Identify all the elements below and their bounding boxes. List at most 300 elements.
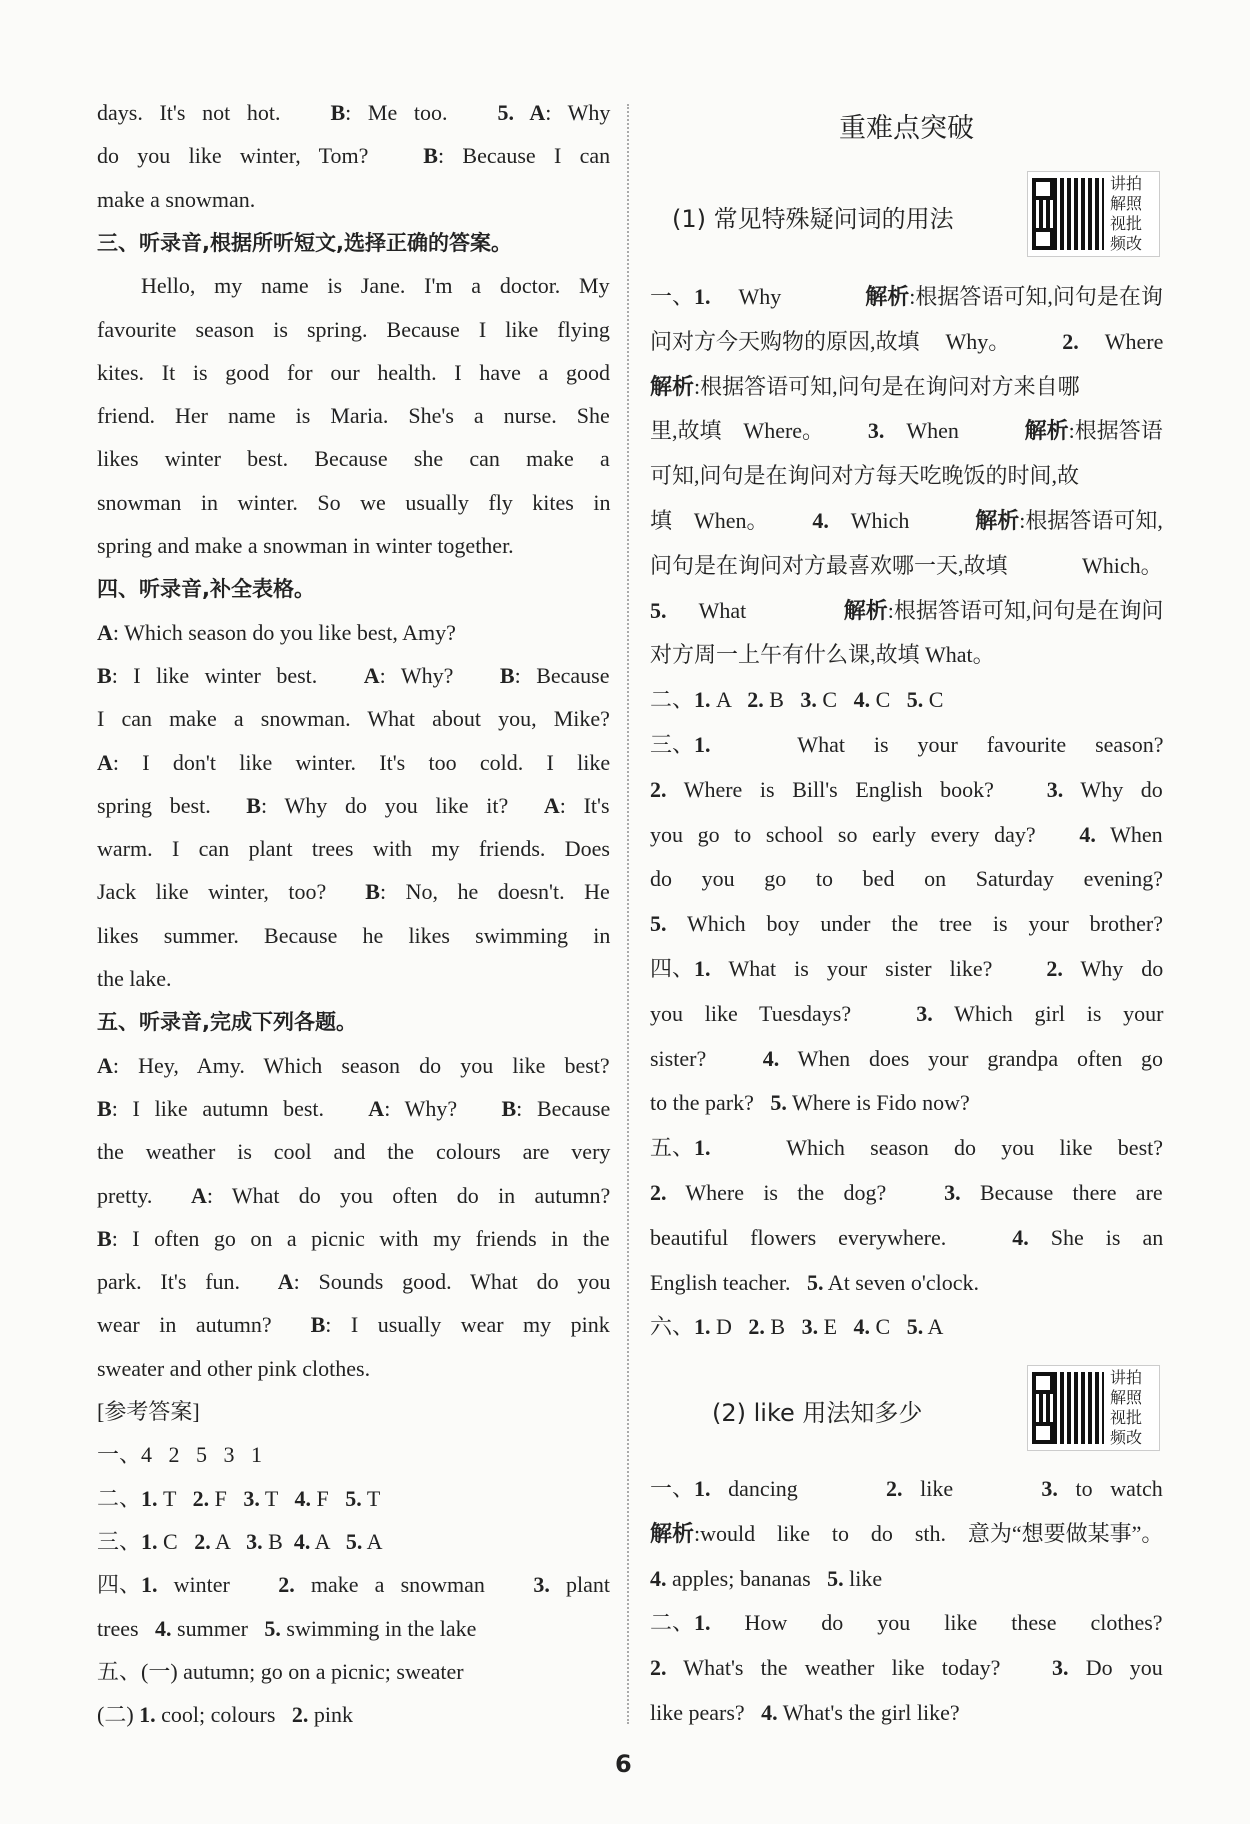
text-segment: 三、 <box>97 1528 142 1554</box>
text-line <box>650 774 1163 806</box>
text-line <box>650 819 1163 851</box>
text-line <box>97 1526 383 1558</box>
text-segment: What <box>666 597 844 623</box>
text-line <box>97 1180 610 1212</box>
text-segment: Where is Fido now? <box>786 1090 970 1116</box>
text-segment: warm. I can plant trees with my friends. Does <box>97 836 610 862</box>
text-segment: B <box>764 1314 802 1340</box>
text-line <box>650 863 1163 895</box>
text-segment: :根据答语可知,问句是在询问 <box>887 597 1164 623</box>
text-segment: : Me too. <box>345 100 498 125</box>
qr-caption-char: 批 <box>1126 214 1143 233</box>
text-segment: C <box>870 1314 907 1340</box>
text-line <box>97 1569 610 1601</box>
bold-label: 5. <box>807 1269 824 1295</box>
bold-label: 3. <box>801 1314 819 1340</box>
exercise-heading <box>97 573 315 605</box>
text-line <box>97 617 456 649</box>
bold-label: B <box>423 143 438 169</box>
text-segment: kites. It is good for our health. I have a good <box>97 359 611 385</box>
text-line <box>650 1697 960 1729</box>
bold-label: 1. <box>694 1610 711 1636</box>
text-line <box>650 1267 979 1299</box>
qr-code-2[interactable] <box>1027 1365 1160 1451</box>
bold-label: 4. <box>650 1565 667 1591</box>
text-segment: like pears? <box>650 1700 762 1725</box>
bold-label: 2. <box>1046 956 1063 981</box>
bold-label: 解析 <box>1024 418 1069 444</box>
qr-caption-char: 讲 <box>1110 174 1127 193</box>
text-segment: She is an <box>1028 1224 1164 1250</box>
bold-label: 5. <box>906 1314 924 1340</box>
text-segment: A <box>310 1528 346 1554</box>
text-segment: : Hey, Amy. Which season do you like best? <box>112 1052 610 1078</box>
text-segment: : Sounds good. What do you <box>293 1269 611 1295</box>
text-line <box>97 1266 610 1298</box>
text-segment: When <box>884 418 1025 444</box>
text-segment: :would like to do sth. 意为“想要做某事”。 <box>694 1520 1164 1546</box>
text-segment: Why do <box>1062 956 1164 981</box>
text-segment: A <box>710 687 748 713</box>
qr-caption-char: 改 <box>1126 1428 1143 1447</box>
text-segment: 对方周一上午有什么课,故填 What。 <box>650 642 995 668</box>
bold-label: A <box>190 1182 207 1208</box>
text-line <box>650 908 1163 940</box>
text-segment: Which boy under the tree is your brother? <box>666 911 1163 937</box>
bold-label: B <box>97 662 112 688</box>
bold-label: B <box>246 792 261 818</box>
text-segment: spring best. <box>97 792 247 818</box>
text-segment: I can make a snowman. What about you, Mike? <box>97 706 610 732</box>
text-segment: 一、 <box>650 284 695 309</box>
text-line <box>97 660 610 692</box>
text-segment: the lake. <box>97 966 172 991</box>
text-line <box>97 1656 464 1688</box>
text-line <box>650 684 943 716</box>
text-segment: beautiful flowers everywhere. <box>650 1224 1013 1250</box>
text-segment: sister? <box>650 1045 763 1071</box>
bold-label: 3. <box>800 687 817 713</box>
text-segment: favourite season is spring. Because I like flying <box>97 316 610 342</box>
text-line <box>97 703 610 735</box>
subsection-heading-2: (2) like 用法知多少 <box>712 1399 923 1427</box>
text-segment: do you like winter, Tom? <box>97 143 424 169</box>
bold-label: 5. <box>264 1615 281 1641</box>
text-segment: 二、 <box>97 1485 142 1511</box>
bold-label: 4. <box>293 1528 311 1554</box>
text-line <box>650 1473 1163 1505</box>
text-segment: What is your favourite season? <box>710 732 1164 757</box>
text-segment: : Why? <box>384 1095 502 1121</box>
bold-label: 2. <box>291 1702 309 1728</box>
text-segment: A <box>210 1528 247 1554</box>
text-segment: make a snowman <box>294 1572 534 1598</box>
text-segment: likes winter best. Because she can make a <box>97 446 610 472</box>
text-segment: : I don't like winter. It's too cold. I like <box>112 749 611 775</box>
bold-label: 5. <box>650 911 667 937</box>
bold-label: 5. <box>345 1528 363 1554</box>
text-segment: 四、 <box>650 956 695 981</box>
bold-label: 5. <box>650 597 667 623</box>
text-segment: 二、 <box>650 1610 695 1636</box>
text-segment: :根据答语可知,问句是在询 <box>909 284 1163 309</box>
text-line <box>650 1652 1163 1684</box>
text-segment: Because there are <box>960 1180 1163 1205</box>
bold-label: 1. <box>694 956 711 981</box>
bold-label: 1. <box>694 1476 711 1501</box>
bold-label: 4. <box>853 687 871 713</box>
bold-label: 2. <box>747 687 764 713</box>
text-segment: 五、听录音,完成下列各题。 <box>97 1010 357 1035</box>
qr-caption-char: 视 <box>1110 214 1127 233</box>
section-title: 重难点突破 <box>839 113 974 144</box>
text-segment: 填 When。 <box>650 508 813 533</box>
text-segment: Hello, my name is Jane. I'm a doctor. My <box>141 273 610 299</box>
text-segment: 四、 <box>97 1572 142 1598</box>
text-segment: trees <box>97 1615 156 1641</box>
bold-label: 4. <box>1012 1224 1029 1250</box>
bold-label: 2. <box>650 1655 667 1681</box>
bold-label: 2. <box>886 1476 903 1501</box>
bold-label: 解析 <box>843 597 888 623</box>
text-line <box>650 550 1163 582</box>
text-segment: like <box>843 1565 883 1591</box>
text-segment: apples; bananas <box>666 1565 828 1591</box>
text-line <box>97 1050 610 1082</box>
text-line <box>650 953 1163 985</box>
text-segment: T <box>157 1485 193 1511</box>
text-segment: friend. Her name is Maria. She's a nurse. She <box>97 403 610 429</box>
text-segment: Where is the dog? <box>666 1180 945 1205</box>
qr-code-1[interactable] <box>1027 171 1160 257</box>
text-segment: Where is Bill's English book? <box>666 776 1047 802</box>
text-line <box>97 314 610 346</box>
text-segment: :根据答语可知, <box>1019 508 1163 533</box>
bold-label: 1. <box>139 1702 156 1728</box>
text-line <box>97 963 172 995</box>
qr-caption-char: 讲 <box>1110 1368 1127 1387</box>
text-line <box>650 1563 882 1595</box>
text-segment: 一、 <box>650 1476 695 1501</box>
qr-code-icon <box>1032 1372 1104 1444</box>
text-line <box>97 1699 353 1731</box>
text-segment: :根据答语 <box>1068 418 1163 444</box>
bold-label: 4. <box>294 1485 311 1511</box>
bold-label: A <box>97 619 113 645</box>
text-segment: : Why do you like it? <box>260 792 544 818</box>
bold-label: 解析 <box>650 373 695 399</box>
text-line <box>650 371 1080 403</box>
text-line <box>650 595 1163 627</box>
text-segment: :根据答语可知,问句是在询问对方来自哪 <box>694 373 1080 399</box>
text-segment: Do you <box>1068 1655 1163 1681</box>
bold-label: B <box>310 1312 326 1338</box>
text-segment: : Because <box>514 662 610 688</box>
bold-label: 3. <box>1041 1476 1058 1501</box>
text-line <box>97 1396 200 1428</box>
text-line <box>650 281 1163 313</box>
bold-label: A <box>543 792 560 818</box>
text-segment: : I often go on a picnic with my friends in the <box>111 1225 610 1251</box>
bold-label: 1. <box>141 1485 158 1511</box>
qr-caption-char: 拍 <box>1126 174 1143 193</box>
text-line <box>97 876 610 908</box>
text-segment: A <box>362 1528 383 1554</box>
text-segment: like <box>902 1476 1042 1501</box>
bold-label: 5. <box>906 687 924 713</box>
bold-label: 1. <box>141 1528 158 1554</box>
text-segment: When <box>1095 821 1163 847</box>
qr-caption-char: 频 <box>1110 1428 1127 1447</box>
exercise-heading <box>97 227 512 259</box>
text-line <box>97 140 610 172</box>
bold-label: 5. A <box>497 100 546 125</box>
bold-label: B <box>501 1095 517 1121</box>
qr-caption-char: 视 <box>1110 1408 1127 1427</box>
text-segment: : Because I can <box>437 143 611 169</box>
bold-label: B <box>499 662 515 688</box>
text-line <box>650 1043 1163 1075</box>
text-segment: 五、(一) autumn; go on a picnic; sweater <box>97 1658 464 1684</box>
text-segment: snowman in winter. So we usually fly kites in <box>97 489 611 515</box>
qr-caption-char: 拍 <box>1126 1368 1143 1387</box>
text-line <box>97 1136 610 1168</box>
text-segment: 问句是在询问对方最喜欢哪一天,故填 Which。 <box>650 552 1163 578</box>
text-segment: When does your grandpa often go <box>779 1045 1164 1071</box>
text-segment: English teacher. <box>650 1269 808 1295</box>
text-segment: 三、听录音,根据所听短文,选择正确的答案。 <box>97 230 512 255</box>
text-line <box>650 1311 943 1343</box>
bold-label: B <box>97 1225 112 1251</box>
bold-label: 5. <box>827 1565 844 1591</box>
text-segment: 五、 <box>650 1135 695 1161</box>
text-segment: C <box>923 687 944 713</box>
text-segment: Jack like winter, too? <box>97 879 366 905</box>
bold-label: 2. <box>748 1314 765 1340</box>
text-segment: 一、4 2 5 3 1 <box>97 1442 263 1468</box>
qr-caption-char: 频 <box>1110 234 1127 253</box>
bold-label: 2. <box>194 1528 211 1554</box>
text-segment: days. It's not hot. <box>97 100 331 125</box>
bold-label: 解析 <box>975 508 1020 533</box>
text-segment: 二、 <box>650 687 695 713</box>
qr-caption-char: 解 <box>1110 1388 1127 1407</box>
bold-label: 4. <box>762 1045 780 1071</box>
bold-label: B <box>330 100 346 125</box>
text-segment: plant <box>549 1572 610 1598</box>
text-segment: : Why? <box>379 662 500 688</box>
bold-label: 解析 <box>650 1520 695 1546</box>
text-segment: do you go to bed on Saturday evening? <box>650 866 1163 892</box>
text-segment: cool; colours <box>155 1702 292 1728</box>
bold-label: 1. <box>694 1314 711 1340</box>
text-segment: pretty. <box>97 1182 191 1208</box>
text-line <box>97 1093 610 1125</box>
bold-label: 3. <box>944 1180 961 1205</box>
bold-label: 3. <box>246 1528 263 1554</box>
text-segment: : It's <box>559 792 610 818</box>
bold-label: A <box>97 1052 113 1078</box>
bold-label: 3. <box>1046 776 1064 802</box>
text-segment: E <box>818 1314 854 1340</box>
page-number: 6 <box>615 1750 632 1778</box>
bold-label: 2. <box>1062 328 1079 354</box>
text-segment: pink <box>308 1702 354 1728</box>
text-line <box>97 400 610 432</box>
text-line <box>97 1483 380 1515</box>
text-segment: Which <box>828 508 976 533</box>
text-segment: you like Tuesdays? <box>650 1000 917 1026</box>
text-segment: D <box>710 1314 749 1340</box>
text-line <box>650 1222 1163 1254</box>
text-segment: C <box>157 1528 195 1554</box>
text-segment: (二) <box>97 1702 140 1728</box>
text-line <box>97 184 255 216</box>
bold-label: 4. <box>761 1700 778 1725</box>
bold-label: B <box>97 1095 112 1121</box>
text-segment: C <box>816 687 854 713</box>
text-segment: wear in autumn? <box>97 1312 311 1338</box>
text-segment: : I like autumn best. <box>111 1095 369 1121</box>
bold-label: 3. <box>243 1485 260 1511</box>
bold-label: 2. <box>650 1180 667 1205</box>
text-segment: dancing <box>710 1476 887 1501</box>
text-segment: 可知,问句是在询问对方每天吃晚饭的时间,故 <box>650 463 1080 489</box>
text-segment: 里,故填 Where。 <box>650 418 868 444</box>
text-line <box>97 747 610 779</box>
text-segment: Why <box>710 284 866 309</box>
qr-caption-char: 照 <box>1126 194 1143 213</box>
text-segment: likes summer. Because he likes swimming in <box>97 922 611 948</box>
subsection-heading-1: (1) 常见特殊疑问词的用法 <box>672 205 954 233</box>
text-line <box>650 1177 1163 1209</box>
qr-caption <box>1110 174 1142 254</box>
text-line <box>650 639 995 671</box>
bold-label: 1. <box>694 687 711 713</box>
text-segment: C <box>870 687 907 713</box>
qr-caption <box>1110 1368 1142 1448</box>
bold-label: 3. <box>916 1000 933 1026</box>
text-segment: to watch <box>1057 1476 1163 1501</box>
bold-label: B <box>365 879 380 905</box>
text-segment: : Which season do you like best, Amy? <box>112 619 456 645</box>
text-line <box>650 1518 1163 1550</box>
text-line <box>97 1353 370 1385</box>
text-line <box>97 1613 476 1645</box>
text-segment: park. It's fun. <box>97 1269 278 1295</box>
text-segment: F <box>310 1485 346 1511</box>
text-segment: 六、 <box>650 1314 695 1340</box>
qr-caption-char: 批 <box>1126 1408 1143 1427</box>
text-segment: B <box>262 1528 294 1554</box>
bold-label: 5. <box>345 1485 362 1511</box>
text-segment: T <box>259 1485 295 1511</box>
text-line <box>97 1439 262 1471</box>
bold-label: A <box>97 749 113 775</box>
text-segment: : I like winter best. <box>111 662 364 688</box>
text-segment: 三、 <box>650 732 695 757</box>
text-segment: 四、听录音,补全表格。 <box>97 577 315 602</box>
column-divider <box>627 104 629 1724</box>
bold-label: 4. <box>1079 821 1096 847</box>
text-segment: to the park? <box>650 1090 771 1116</box>
text-line <box>97 357 610 389</box>
bold-label: 3. <box>533 1572 550 1598</box>
text-segment: A <box>923 1314 944 1340</box>
bold-label: A <box>368 1095 385 1121</box>
text-segment: How do you like these clothes? <box>710 1610 1163 1636</box>
text-line <box>650 505 1163 537</box>
bold-label: 2. <box>650 776 667 802</box>
text-line <box>97 443 610 475</box>
text-segment: : I usually wear my pink <box>325 1312 610 1338</box>
text-segment: sweater and other pink clothes. <box>97 1355 371 1381</box>
bold-label: 3. <box>867 418 885 444</box>
text-line <box>650 326 1163 358</box>
text-segment: : No, he doesn't. He <box>379 879 610 905</box>
bold-label: 1. <box>694 732 711 757</box>
bold-label: 4. <box>155 1615 172 1641</box>
text-line <box>650 1132 1163 1164</box>
text-segment: : Because <box>516 1095 611 1121</box>
bold-label: 4. <box>812 508 829 533</box>
exercise-heading <box>97 1006 357 1038</box>
text-segment: the weather is cool and the colours are very <box>97 1139 611 1165</box>
text-segment: 问对方今天购物的原因,故填 Why。 <box>650 328 1063 354</box>
text-segment: What's the weather like today? <box>666 1655 1052 1681</box>
text-line <box>650 1607 1163 1639</box>
text-segment: Which girl is your <box>932 1000 1164 1026</box>
bold-label: A <box>363 662 380 688</box>
text-line <box>97 270 610 302</box>
text-segment: F <box>209 1485 244 1511</box>
text-segment: winter <box>157 1572 279 1598</box>
bold-label: 1. <box>694 1135 711 1161</box>
qr-caption-char: 解 <box>1110 194 1127 213</box>
text-segment: summer <box>171 1615 265 1641</box>
qr-caption-char: 照 <box>1126 1388 1143 1407</box>
text-segment: T <box>361 1485 381 1511</box>
text-segment: Which season do you like best? <box>710 1135 1164 1161</box>
bold-label: 1. <box>141 1572 158 1598</box>
qr-code-icon <box>1032 178 1104 250</box>
text-line <box>97 97 610 129</box>
bold-label: 5. <box>770 1090 787 1116</box>
text-segment: spring and make a snowman in winter together. <box>97 533 514 558</box>
text-segment: What is your sister like? <box>710 956 1047 981</box>
text-segment: : What do you often do in autumn? <box>206 1182 611 1208</box>
text-segment: [参考答案] <box>97 1399 200 1424</box>
text-line <box>650 460 1079 492</box>
text-line <box>97 833 610 865</box>
bold-label: 4. <box>853 1314 871 1340</box>
text-segment: make a snowman. <box>97 186 256 212</box>
bold-label: A <box>277 1269 294 1295</box>
bold-label: 3. <box>1052 1655 1069 1681</box>
qr-caption-char: 改 <box>1126 234 1143 253</box>
text-segment: Where <box>1078 328 1164 354</box>
bold-label: 1. <box>694 284 711 309</box>
text-line <box>650 1087 970 1119</box>
text-segment: you go to school so early every day? <box>650 821 1080 847</box>
text-line <box>650 729 1163 761</box>
text-line <box>97 487 610 519</box>
text-line <box>650 415 1163 447</box>
text-segment: Why do <box>1063 776 1163 802</box>
text-line <box>97 920 610 952</box>
bold-label: 2. <box>278 1572 295 1598</box>
text-line <box>97 1223 610 1255</box>
